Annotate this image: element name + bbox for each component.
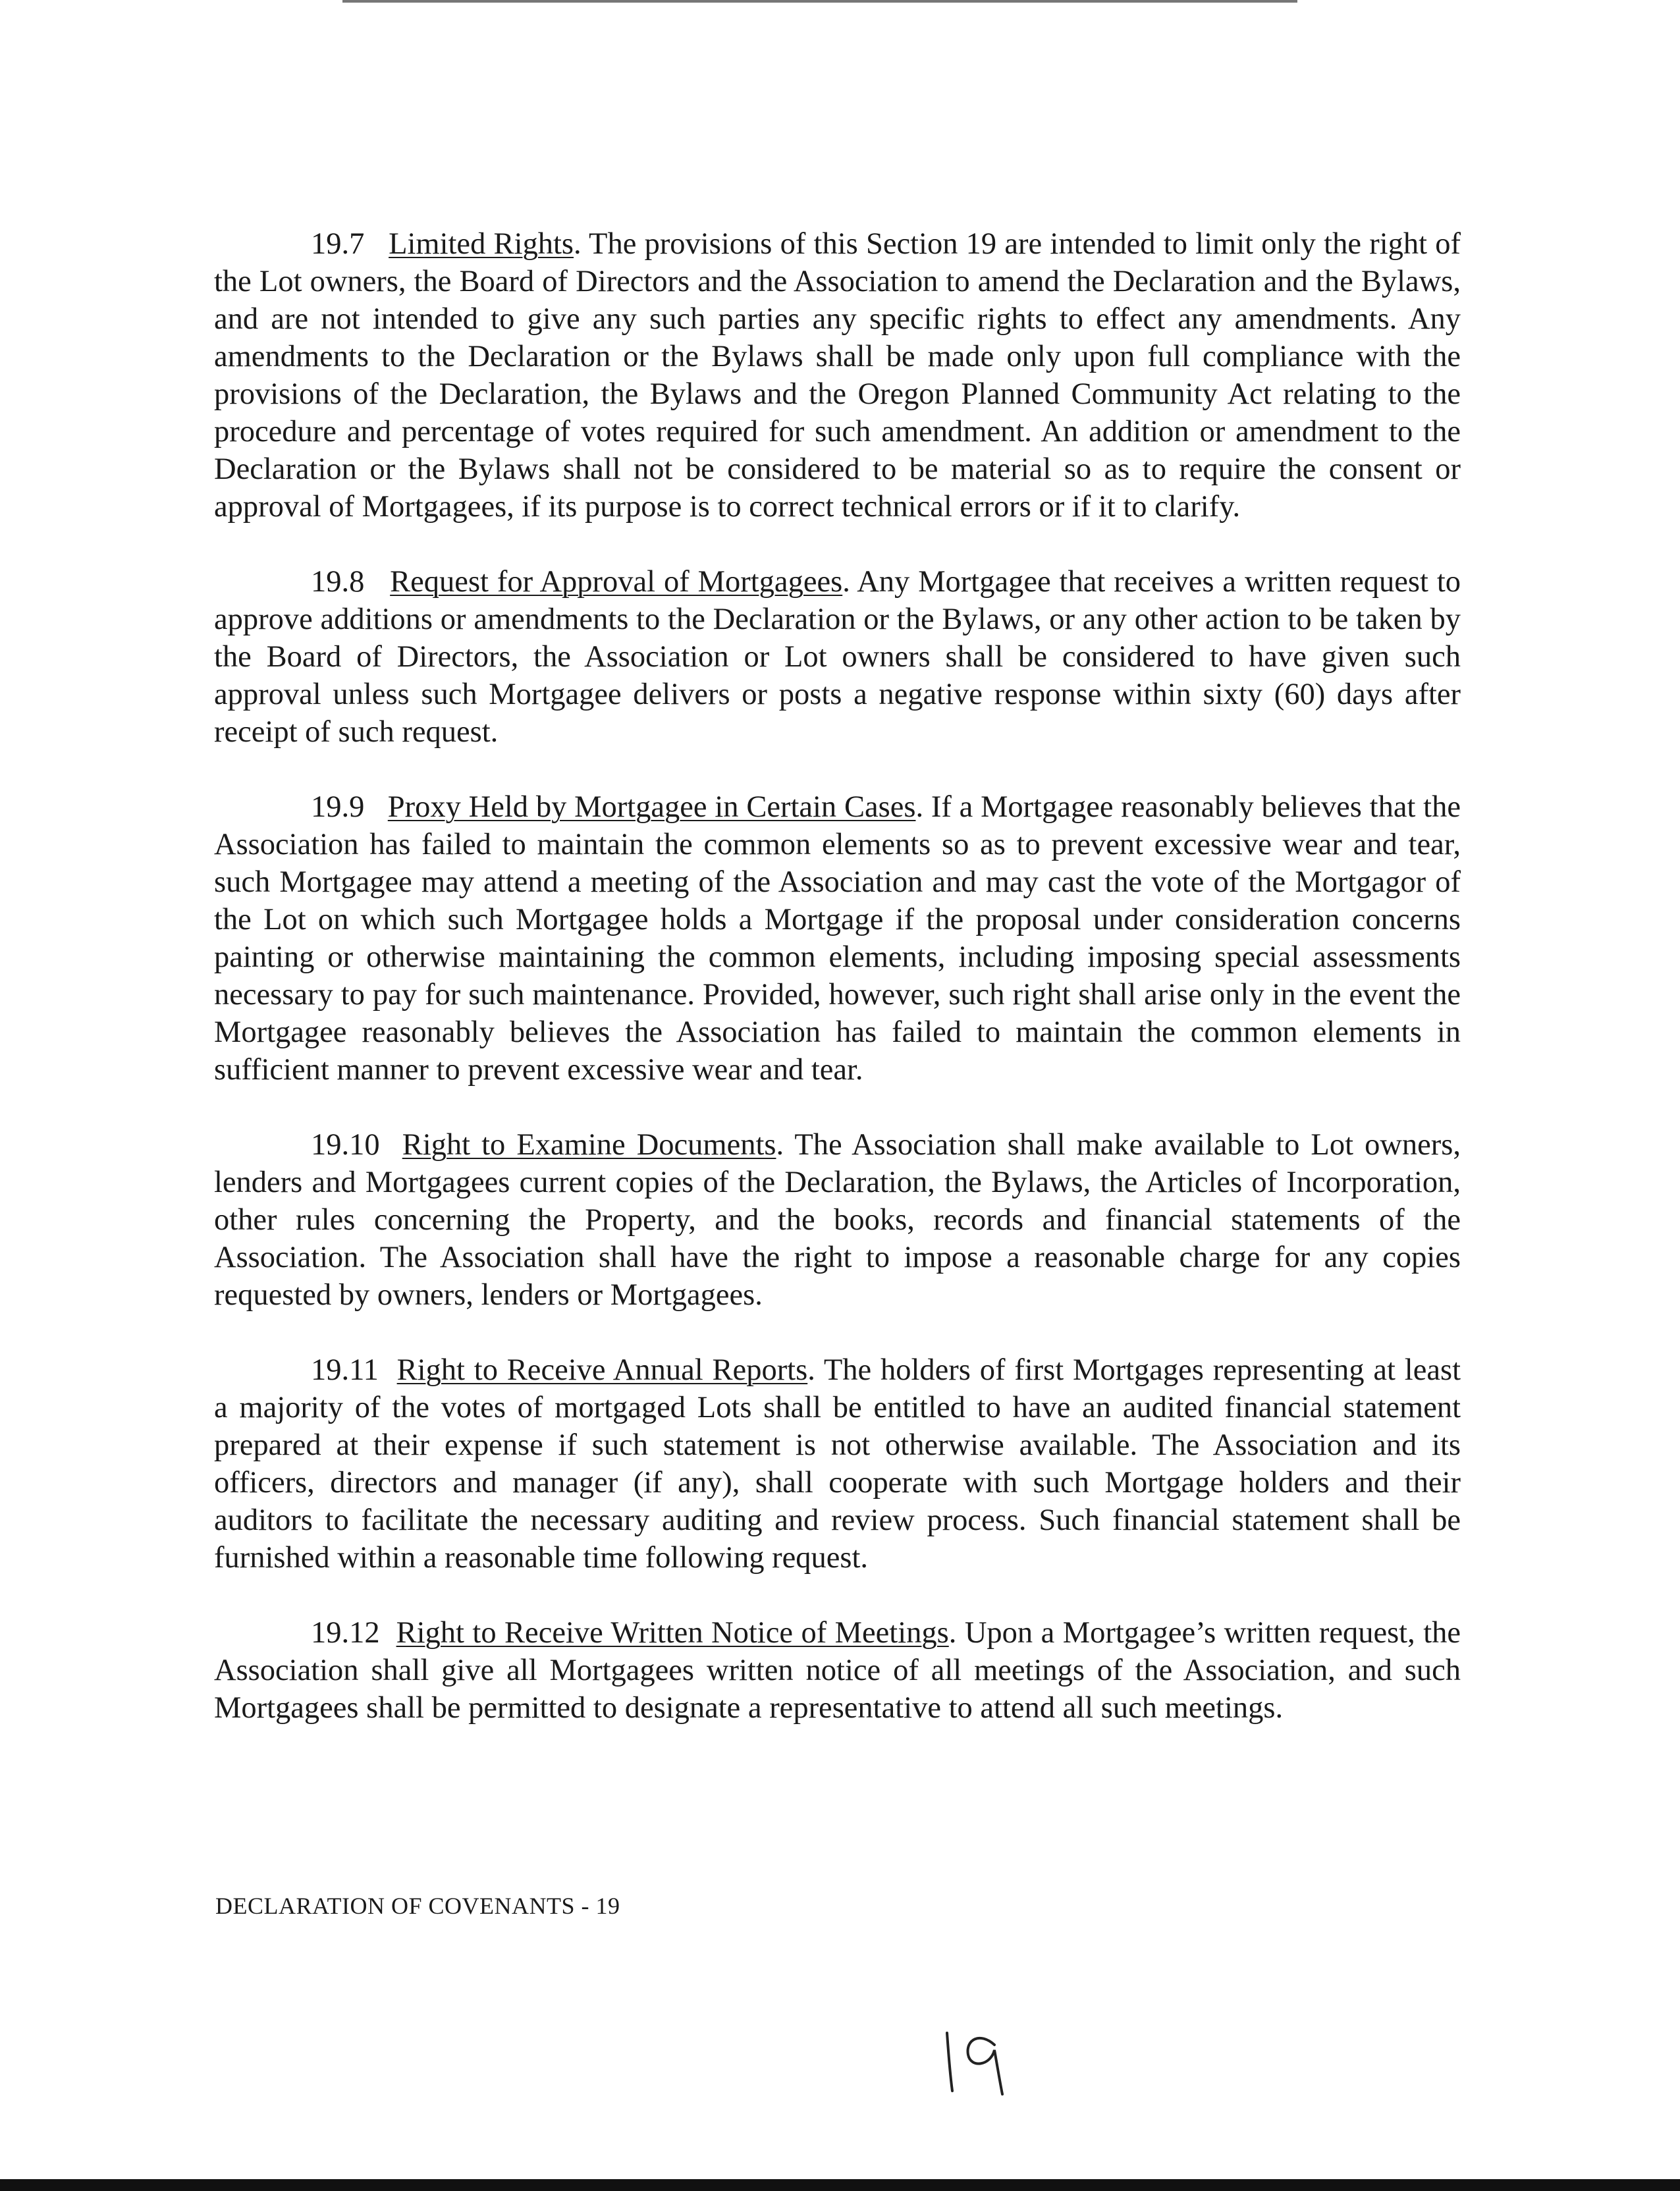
- section-text: . Upon a Mortgagee’s written request, the Association shall give all Mortgagees written notice of all meetings of the Association, and such Mortgagees shall be permitted to designate a representative to attend all such meetings.: [214, 1616, 1461, 1725]
- section-number: 19.9: [311, 790, 365, 824]
- section-number: 19.12: [311, 1616, 380, 1650]
- section-heading: Limited Rights: [389, 227, 574, 261]
- section-heading: Right to Receive Annual Reports: [396, 1353, 808, 1387]
- handwritten-page-number: [934, 2025, 1013, 2097]
- section-number: 19.8: [311, 565, 365, 599]
- page-footer: DECLARATION OF COVENANTS - 19: [215, 1893, 620, 1919]
- section-text: . The Association shall make available to Lot owners, lenders and Mortgagees current copies of the Declaration, the Bylaws, the Articles of Incorporation, other rules concerning the Property, and the books, records and financial statements of the Association. The Association shall have the right to impose a reasonable charge for any copies requested by owners, lenders or Mortgagees.: [214, 1128, 1461, 1312]
- section-19-10: [214, 1126, 1461, 1314]
- section-heading: Request for Approval of Mortgagees: [390, 565, 843, 599]
- section-19-8: [214, 563, 1461, 751]
- section-19-7: [214, 225, 1461, 526]
- section-heading: Proxy Held by Mortgagee in Certain Cases: [387, 790, 916, 824]
- section-19-12: [214, 1614, 1461, 1727]
- section-19-9: [214, 788, 1461, 1089]
- document-body: [214, 225, 1461, 1764]
- section-number: 19.10: [311, 1128, 380, 1162]
- section-heading: Right to Receive Written Notice of Meetings: [396, 1616, 949, 1650]
- section-number: 19.7: [311, 227, 365, 261]
- section-text: . If a Mortgagee reasonably believes that the Association has failed to maintain the common elements so as to prevent excessive wear and tear, such Mortgagee may attend a meeting of the Association and may cast the vote of the Mortgagor of the Lot on which such Mortgagee holds a Mortgage if the proposal under consideration concerns painting or otherwise maintaining the common elements, including imposing special assessments necessary to pay for such maintenance. Provided, however, such right shall arise only in the event the Mortgagee reasonably believes the Association has failed to maintain the common elements in sufficient manner to prevent excessive wear and tear.: [214, 790, 1461, 1087]
- section-number: 19.11: [311, 1353, 379, 1387]
- section-text: . The holders of first Mortgages representing at least a majority of the votes of mortgaged Lots shall be entitled to have an audited financial statement prepared at their expense if such statement is not otherwise available. The Association and its officers, directors and manager (if any), shall cooperate with such Mortgage holders and their auditors to facilitate the necessary auditing and review process. Such financial statement shall be furnished within a reasonable time following request.: [214, 1353, 1461, 1575]
- section-19-11: [214, 1351, 1461, 1577]
- section-text: . The provisions of this Section 19 are intended to limit only the right of the Lot owners, the Board of Directors and the Association to amend the Declaration and the Bylaws, and are not intended to give any such parties any specific rights to effect any amendments. Any amendments to the Declaration or the Bylaws shall be made only upon full compliance with the provisions of the Declaration, the Bylaws and the Oregon Planned Community Act relating to the procedure and percentage of votes required for such amendment. An addition or amendment to the Declaration or the Bylaws shall not be considered to be material so as to require the consent or approval of Mortgagees, if its purpose is to correct technical errors or if it to clarify.: [214, 227, 1461, 524]
- section-heading: Right to Examine Documents: [402, 1128, 776, 1162]
- section-text: . Any Mortgagee that receives a written request to approve additions or amendments to the Declaration or the Bylaws, or any other action to be taken by the Board of Directors, the Association or Lot owners shall be considered to have given such approval unless such Mortgagee delivers or posts a negative response within sixty (60) days after receipt of such request.: [214, 565, 1461, 749]
- scan-top-rule: [342, 0, 1297, 3]
- scan-bottom-edge: [0, 2179, 1680, 2191]
